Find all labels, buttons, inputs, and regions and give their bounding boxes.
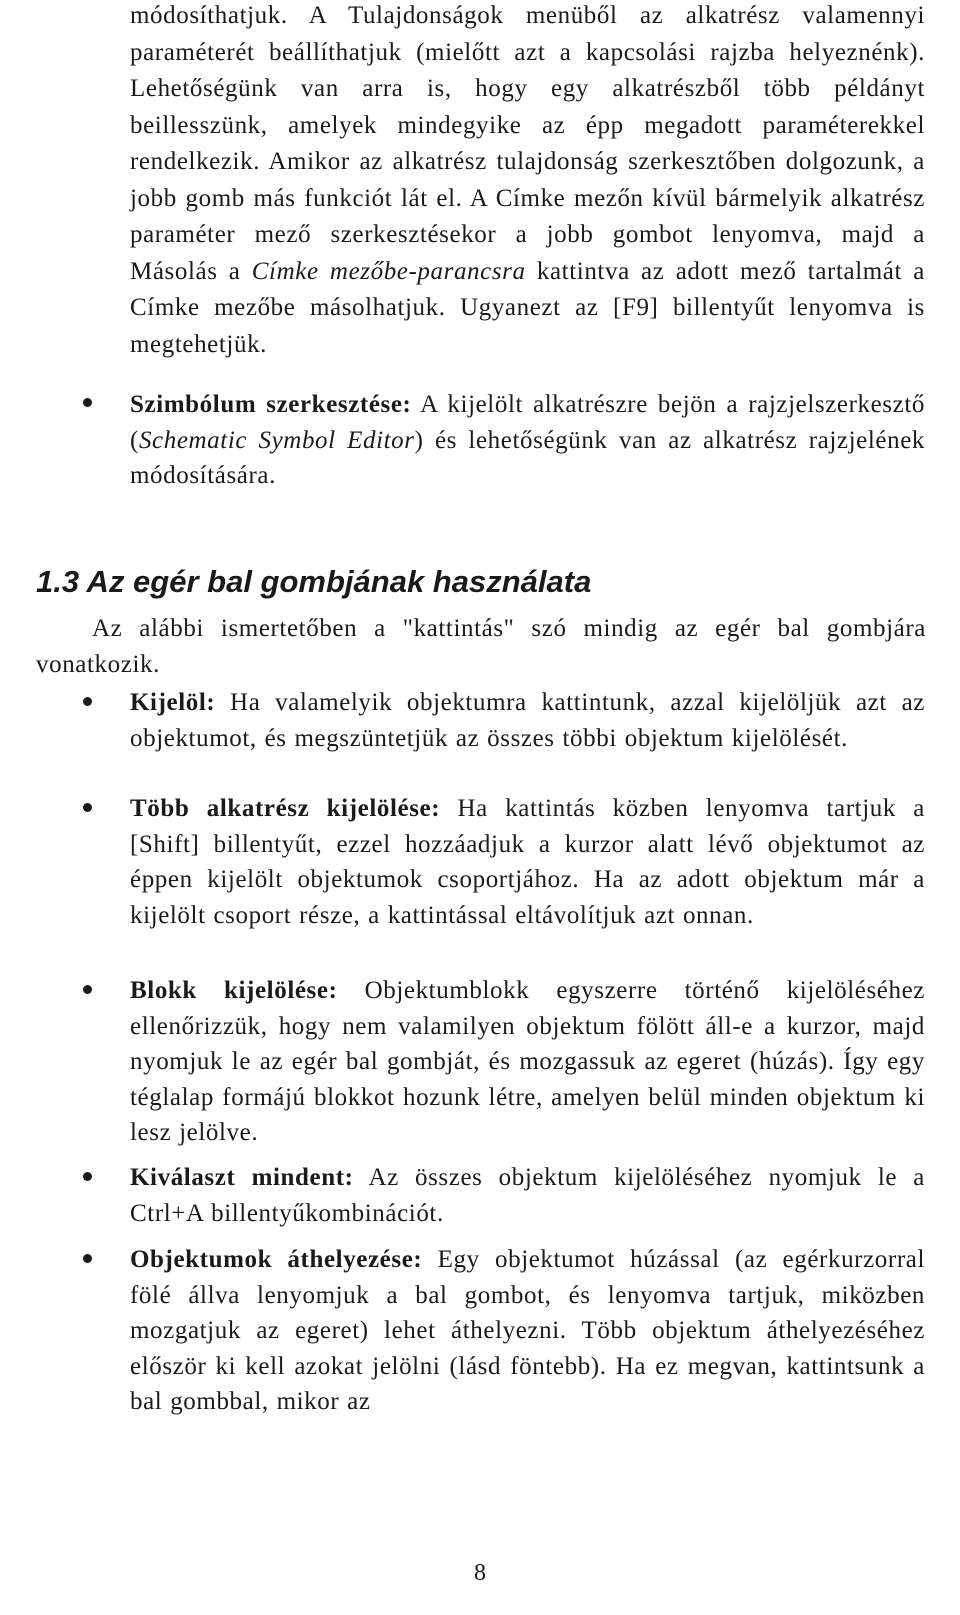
continuation-paragraph: [130, 0, 925, 363]
bullet-icon: [83, 1172, 92, 1181]
list-item-text: Objektumblokk egyszerre történő kijelöléséhez ellenőrizzük, hogy nem valamilyen objektum fölött áll-e a kurzor, majd nyomjuk le az egér bal gombját, és mozgassuk az egeret (húzás). Így egy téglalap formájú blokkot hozunk létre, amelyen belül minden objektum ki lesz jelölve.: [130, 977, 925, 1146]
list-item-text: A kijelölt alkatrészre bejön a rajzjelszerkesztő (: [130, 391, 925, 454]
bullet-icon: [83, 803, 92, 812]
continuation-text-1: módosíthatjuk. A Tulajdonságok menüből az alkatrész valamennyi paraméterét beállíthatjuk (mielőtt azt a kapcsolási rajzba helyeznénk). Lehetőségünk van arra is, hogy egy alkatrészből több példányt beillesszünk, amelyek mindegyike az épp megadott paraméterekkel rendelkezik. Amikor az alkatrész tulajdonság szerkesztőben dolgozunk, a jobb gomb más funkciót lát el. A Címke mezőn kívül bármelyik alkatrész paraméter mező szerkesztésekor a jobb gombot lenyomva, majd a Másolás a: [130, 2, 925, 285]
list-item-multi-select: [130, 791, 925, 933]
list-item-term: Több alkatrész kijelölése:: [130, 795, 441, 822]
list-item-text: Egy objektumot húzással (az egérkurzorral fölé állva lenyomjuk a bal gombot, és lenyomva tartjuk, miközben mozgatjuk az egeret) lehet áthelyezni. Több objektum áthelyezéséhez először ki kell azokat jelölni (lásd föntebb). Ha ez megvan, kattintsunk a bal gombbal, mikor az: [130, 1246, 925, 1415]
list-item-text: Az összes objektum kijelöléséhez nyomjuk le a Ctrl+A billentyűkombinációt.: [130, 1164, 925, 1227]
section-intro: Az alábbi ismertetőben a "kattintás" szó mindig az egér bal gombjára vonatkozik.: [36, 615, 926, 678]
bullet-icon: [83, 1254, 92, 1263]
list-item-term: Kijelöl:: [130, 689, 216, 716]
list-item-term: Objektumok áthelyezése:: [130, 1246, 423, 1273]
list-item-select-all: [130, 1160, 925, 1231]
continuation-italic: Címke mezőbe-parancsra: [251, 257, 526, 285]
list-item-text-end: ) és lehetőségünk van az alkatrész rajzjelének módosítására.: [130, 426, 926, 489]
list-item-text: Ha valamelyik objektumra kattintunk, azzal kijelöljük azt az objektumot, és megszüntetjük az összes többi objektum kijelölését.: [130, 689, 925, 752]
list-item-block-select: [130, 973, 925, 1151]
list-item-term: Blokk kijelölése:: [130, 977, 338, 1004]
continuation-text-2: kattintva az adott mező tartalmát a Címke mezőbe másolhatjuk. Ugyanezt az [F9] billentyűt lenyomva is megtehetjük.: [130, 257, 925, 358]
list-item-text: Ha kattintás közben lenyomva tartjuk a [Shift] billentyűt, ezzel hozzáadjuk a kurzor alatt lévő objektumot az éppen kijelölt objektumok csoportjához. Ha az adott objektum már a kijelölt csoport része, a kattintással eltávolítjuk azt onnan.: [130, 795, 925, 929]
bullet-icon: [83, 985, 92, 994]
page-number: 8: [474, 1560, 486, 1586]
list-item-select: [130, 685, 925, 756]
bullet-icon: [83, 398, 92, 407]
section-heading: 1.3 Az egér bal gombjának használata: [36, 564, 592, 599]
list-item-term: Szimbólum szerkesztése:: [130, 391, 412, 418]
bullet-icon: [83, 697, 92, 706]
list-item-move-objects: [130, 1242, 925, 1420]
list-item-term: Kiválaszt mindent:: [130, 1164, 354, 1191]
list-item-italic: Schematic Symbol Editor: [138, 426, 415, 454]
list-item-symbol-editor: [130, 387, 925, 494]
